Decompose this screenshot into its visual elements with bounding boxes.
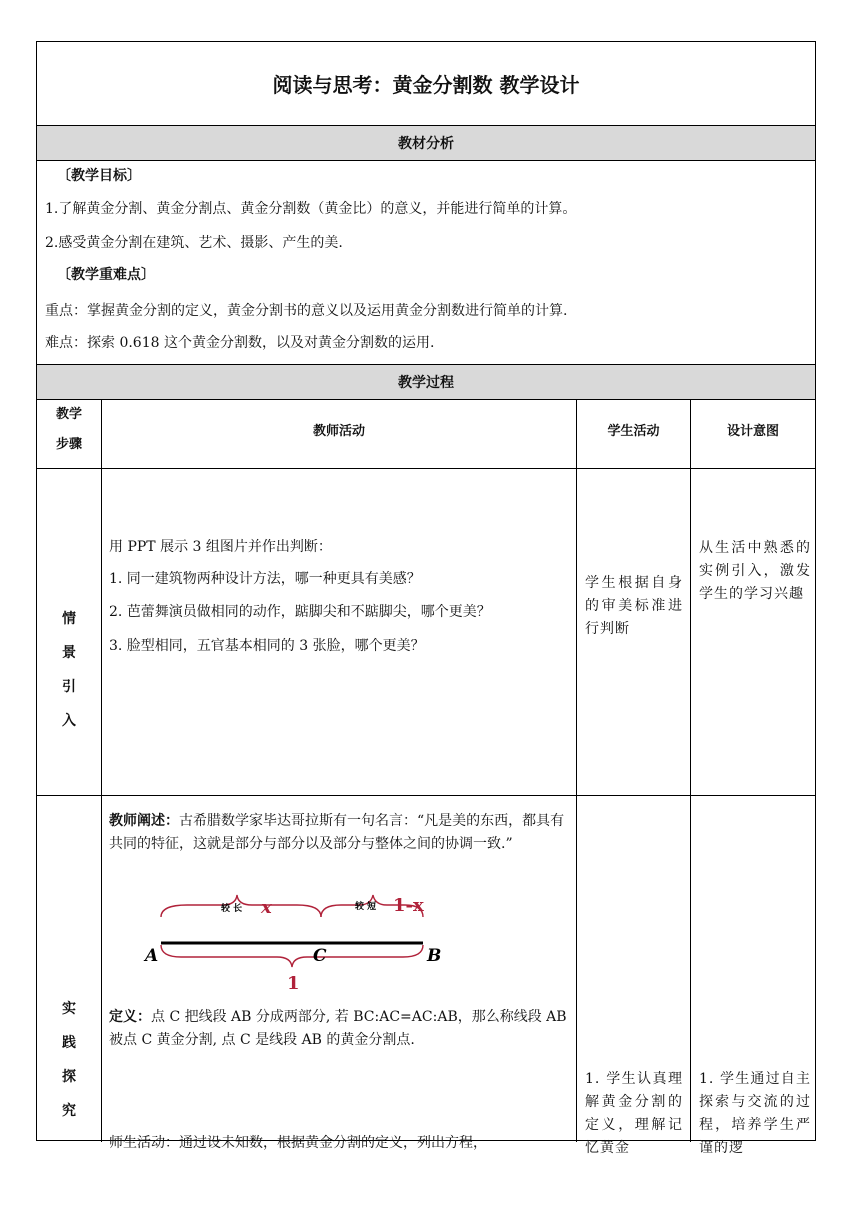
goals-heading: 〔教学目标〕	[57, 168, 141, 184]
column-header-student: 学生活动	[607, 424, 660, 439]
column-divider	[101, 399, 102, 1142]
column-divider	[576, 399, 577, 1142]
column-header-step-line: 步骤	[55, 437, 82, 452]
key-difficult-heading: 〔教学重难点〕	[57, 267, 155, 283]
step-label: 实 践 探 究	[62, 1001, 76, 1119]
divider	[37, 399, 815, 400]
definition-text: 点 C 把线段 AB 分成两部分, 若 BC:AC=AC:AB，那么称线段 AB 被点 C 黄金分割, 点 C 是线段 AB 的黄金分割点.	[109, 1009, 567, 1048]
point-c: C	[313, 946, 327, 966]
long-label: 较 长	[221, 904, 243, 914]
goal-item: 2.感受黄金分割在建筑、艺术、摄影、产生的美.	[45, 235, 343, 251]
student-activity: 1. 学生认真理解黄金分割的定义，理解记忆黄金	[585, 1071, 683, 1156]
divider	[37, 468, 815, 469]
teacher-intro-text: 古希腊数学家毕达哥拉斯有一句名言：“凡是美的东西，都具有共同的特征，这就是部分与部分以及部分与整体之间的协调一致.”	[109, 813, 565, 852]
teacher-line: 3. 脸型相同，五官基本相同的 3 张脸，哪个更美？	[109, 638, 425, 654]
golden-section-diagram	[137, 887, 457, 997]
short-variable: 1-x	[393, 895, 424, 916]
total-brace	[161, 945, 423, 967]
step-label: 情 景 引 入	[62, 611, 76, 729]
design-intent: 从生活中熟悉的实例引入，激发学生的学习兴趣	[699, 540, 811, 602]
teacher-activity: 师生活动：通过设未知数，根据黄金分割的定义，列出方程，	[109, 1135, 487, 1151]
divider	[37, 795, 815, 796]
point-a: A	[145, 946, 159, 966]
analysis-header: 教材分析	[37, 126, 815, 160]
process-header: 教学过程	[37, 365, 815, 399]
definition	[109, 1006, 571, 1052]
column-header-intent: 设计意图	[726, 424, 779, 439]
column-header-step-line: 教学	[55, 407, 82, 422]
teacher-intro-label: 教师阐述：	[109, 813, 179, 829]
goal-item: 1.了解黄金分割、黄金分割点、黄金分割数（黄金比）的意义，并能进行简单的计算。	[45, 201, 577, 217]
column-header-step	[37, 400, 101, 460]
divider	[37, 160, 815, 161]
teacher-line: 用 PPT 展示 3 组图片并作出判断：	[109, 539, 332, 555]
column-header-teacher: 教师活动	[312, 424, 365, 439]
key-point: 重点：掌握黄金分割的定义，黄金分割书的意义以及运用黄金分割数进行简单的计算.	[45, 303, 568, 319]
design-intent: 1. 学生通过自主探索与交流的过程，培养学生严谨的逻	[699, 1071, 811, 1156]
lesson-plan-table	[36, 41, 816, 1156]
teacher-intro	[109, 810, 571, 856]
point-b: B	[427, 946, 442, 966]
teacher-line: 2. 芭蕾舞演员做相同的动作，踮脚尖和不踮脚尖，哪个更美？	[109, 604, 491, 620]
short-label: 较 短	[355, 902, 377, 912]
page-title: 阅读与思考：黄金分割数 教学设计	[272, 73, 580, 97]
teacher-line: 1. 同一建筑物两种设计方法，哪一种更具有美感？	[109, 571, 421, 587]
difficult-point: 难点：探索 0.618 这个黄金分割数，以及对黄金分割数的运用.	[45, 335, 435, 351]
column-divider	[690, 399, 691, 1142]
long-variable: x	[261, 897, 272, 918]
definition-label: 定义：	[109, 1009, 151, 1025]
total-length: 1	[287, 973, 300, 994]
student-activity: 学生根据自身的审美标准进行判断	[585, 575, 683, 637]
